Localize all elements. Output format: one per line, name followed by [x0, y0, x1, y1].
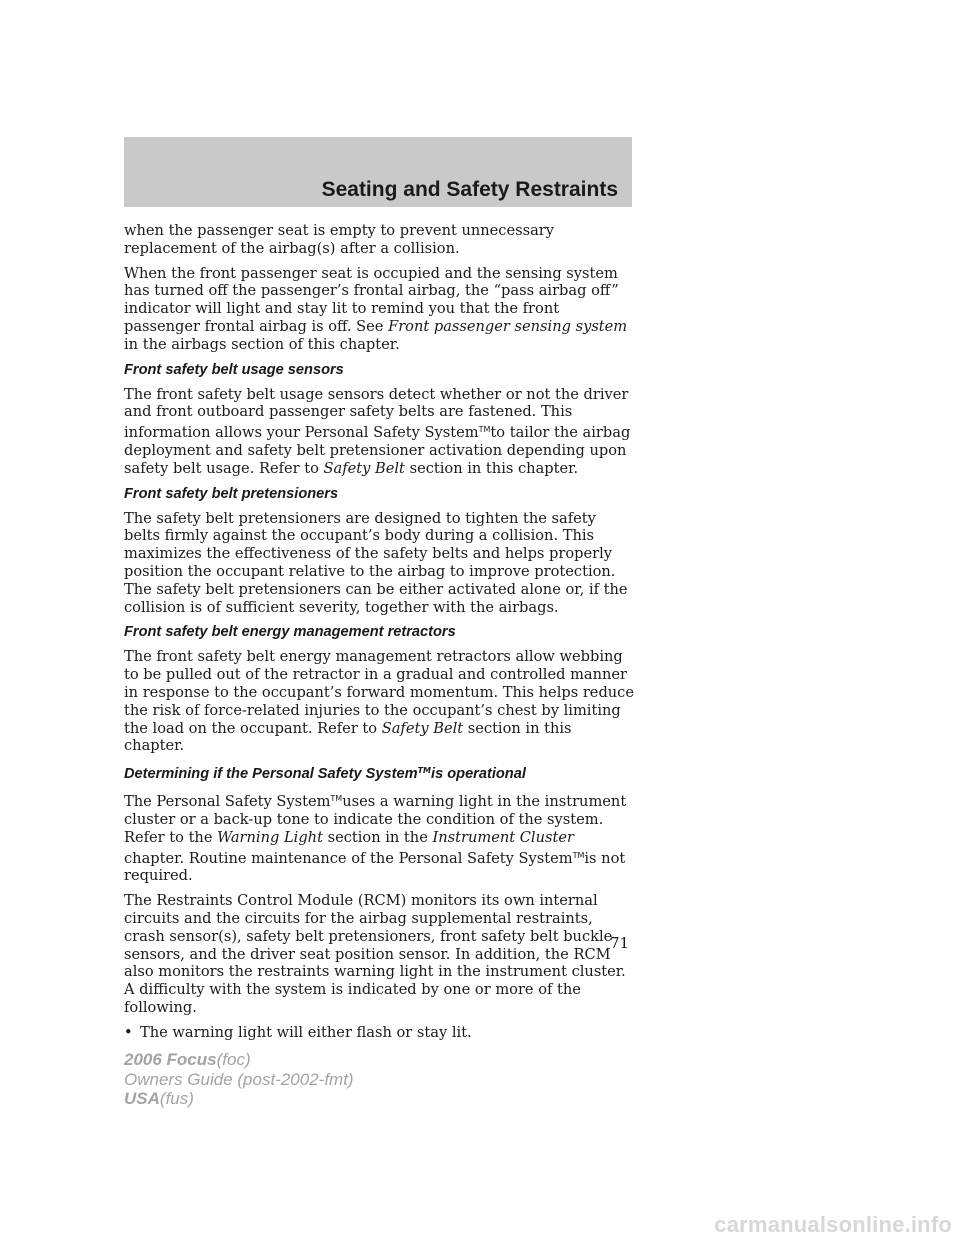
paragraph: when the passenger seat is empty to prevent unnecessary replacement of the airbag(s) after a collision. — [124, 222, 555, 257]
section-heading: Front safety belt usage sensors — [124, 361, 344, 378]
bullet-mark: • — [124, 1023, 133, 1041]
footer-region-code: (fus) — [159, 1089, 194, 1108]
trademark-symbol: TM — [330, 794, 343, 804]
trademark-symbol: TM — [478, 425, 491, 435]
list-item-text: The warning light will either flash or stay lit. — [140, 1023, 472, 1041]
paragraph: The Personal Safety System™uses a warning light in the instrument cluster or a back-up tone to indicate the condition of the system. Refer to the Warning Light section in the Instrument Cluster chapter. Routine maintenance of the Personal Safety System™is not required. — [124, 793, 627, 885]
chapter-header-band — [124, 137, 632, 207]
cross-reference: Front passenger sensing system — [388, 317, 628, 335]
section-heading: Front safety belt pretensioners — [124, 485, 339, 502]
page-body — [124, 222, 636, 1041]
footer-region: USA — [124, 1089, 160, 1108]
paragraph: The safety belt pretensioners are designed to tighten the safety belts firmly against the occupant’s body during a collision. This maximizes the effectiveness of the safety belts and helps properly position the occupant relative to the airbag to improve protection. The safety belt pretensioners can be either activated alone or, if the collision is of sufficient severity, together with the airbags. — [124, 509, 628, 616]
watermark: carmanualsonline.info — [714, 1212, 952, 1237]
cross-reference: Safety Belt — [323, 459, 405, 477]
chapter-title: Seating and Safety Restraints — [321, 178, 618, 201]
cross-reference: Safety Belt — [381, 719, 464, 737]
document-footer — [124, 1050, 354, 1109]
footer-model: 2006 Focus — [124, 1050, 217, 1069]
paragraph: When the front passenger seat is occupied and the sensing system has turned off the passenger’s frontal airbag, the “pass airbag off” indicator will light and stay lit to remind you that the front passenger frontal airbag is off. See Front passenger sensing system in the airbags section of this chapter. — [124, 264, 628, 353]
section-heading: Determining if the Personal Safety System™is operational — [124, 766, 526, 783]
page-number: 71 — [610, 934, 630, 952]
paragraph: The front safety belt usage sensors detect whether or not the driver and front outboard passenger safety belts are fastened. This information allows your Personal Safety System™to tailor the airbag deployment and safety belt pretensioner activation depending upon safety belt usage. Refer to Safety Belt section in this chapter. — [124, 385, 631, 477]
footer-code: (foc) — [216, 1050, 251, 1069]
list-item — [124, 1024, 636, 1042]
footer-guide: Owners Guide (post-2002-fmt) — [124, 1069, 354, 1089]
trademark-symbol: TM — [417, 766, 432, 776]
paragraph: The Restraints Control Module (RCM) monitors its own internal circuits and the circuits for the airbag supplemental restraints, crash sensor(s), safety belt pretensioners, front safety belt buckle sensors, and the driver seat position sensor. In addition, the RCM also monitors the restraints warning light in the instrument cluster. A difficulty with the system is indicated by one or more of the following. — [124, 892, 626, 1016]
paragraph: The front safety belt energy management retractors allow webbing to be pulled out of the retractor in a gradual and controlled manner in response to the occupant’s forward momentum. This helps reduce the risk of force-related injuries to the occupant’s chest by limiting the load on the occupant. Refer to Safety Belt section in this chapter. — [124, 648, 634, 755]
trademark-symbol: TM — [572, 850, 585, 860]
cross-reference: Instrument Cluster — [432, 828, 574, 846]
section-heading: Front safety belt energy management retractors — [124, 624, 456, 641]
cross-reference: Warning Light — [217, 828, 323, 846]
